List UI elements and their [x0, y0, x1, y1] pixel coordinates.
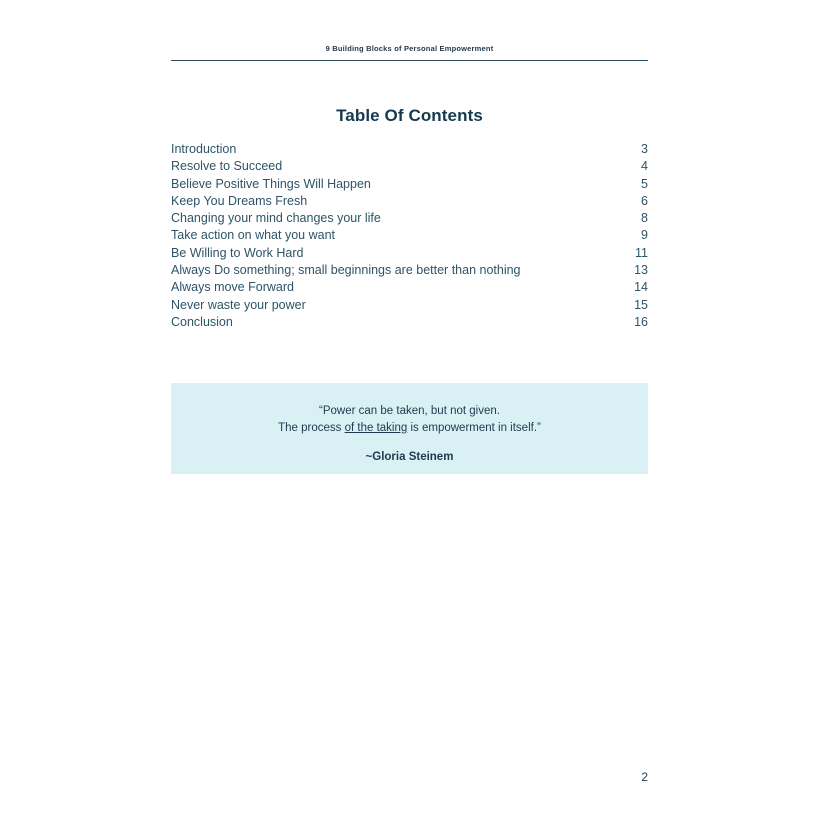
- toc-entry-page: 5: [641, 176, 648, 191]
- table-of-contents: [171, 141, 648, 331]
- toc-entry[interactable]: [171, 297, 648, 314]
- page-number: 2: [641, 770, 648, 784]
- toc-entry-label: Always move Forward: [171, 280, 294, 295]
- toc-entry[interactable]: [171, 158, 648, 175]
- quote-attribution: ~Gloria Steinem: [365, 451, 454, 463]
- toc-entry-label: Conclusion: [171, 314, 233, 329]
- toc-entry-label: Never waste your power: [171, 297, 306, 312]
- quote-line-2-underlined: of the taking: [344, 422, 408, 434]
- toc-entry-page: 3: [641, 142, 648, 156]
- toc-entry[interactable]: [171, 314, 648, 331]
- toc-entry[interactable]: [171, 279, 648, 296]
- running-title: 9 Building Blocks of Personal Empowerment: [325, 44, 494, 53]
- toc-entry-label: Keep You Dreams Fresh: [171, 193, 308, 208]
- toc-entry-label: Always Do something; small beginnings are better than nothing: [171, 263, 521, 278]
- toc-entry-label: Be Willing to Work Hard: [171, 245, 304, 260]
- quote-line-2: [171, 420, 648, 437]
- toc-entry-page: 13: [634, 263, 648, 278]
- page-header: [171, 44, 648, 61]
- page-title: Table Of Contents: [336, 106, 483, 125]
- toc-entry-page: 11: [635, 245, 648, 260]
- toc-entry-label: Take action on what you want: [171, 228, 335, 243]
- toc-entry-label: Changing your mind changes your life: [171, 211, 381, 226]
- quote-line-2-suffix: is empowerment in itself.”: [407, 422, 541, 434]
- toc-entry-page: 6: [641, 193, 648, 208]
- toc-entry-page: 14: [634, 280, 648, 295]
- toc-entry-page: 16: [634, 314, 648, 329]
- toc-entry-label: Introduction: [171, 142, 237, 156]
- toc-entry[interactable]: [171, 210, 648, 227]
- toc-entry-page: 8: [641, 211, 648, 226]
- quote-line-2-prefix: The process: [278, 422, 345, 434]
- toc-entry[interactable]: [171, 141, 648, 158]
- toc-entry[interactable]: [171, 245, 648, 262]
- toc-entry[interactable]: [171, 193, 648, 210]
- toc-entry-label: Believe Positive Things Will Happen: [171, 176, 371, 191]
- toc-entry-page: 15: [634, 297, 648, 312]
- quote-callout: [171, 383, 648, 474]
- toc-entry[interactable]: [171, 227, 648, 244]
- toc-entry[interactable]: [171, 176, 648, 193]
- quote-line-1: “Power can be taken, but not given.: [319, 405, 500, 417]
- toc-entry-page: 4: [641, 159, 648, 174]
- toc-entry[interactable]: [171, 262, 648, 279]
- toc-entry-label: Resolve to Succeed: [171, 159, 283, 174]
- toc-entry-page: 9: [641, 228, 648, 243]
